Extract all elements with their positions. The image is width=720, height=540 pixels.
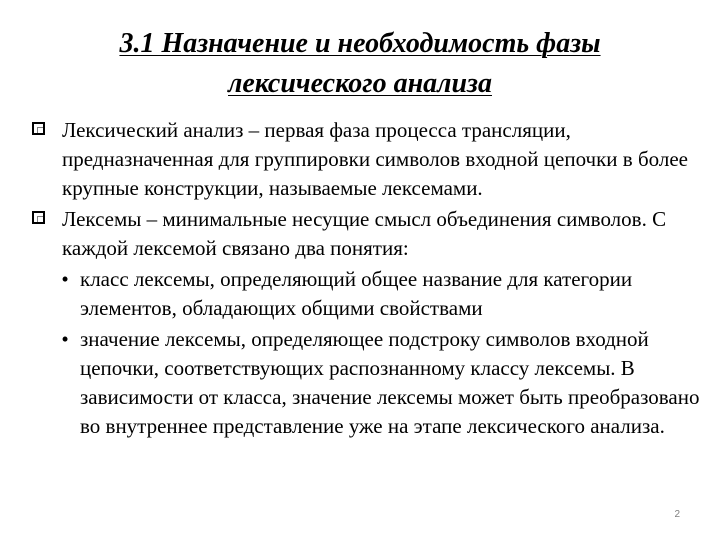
checkbox-icon xyxy=(32,122,45,135)
checkbox-icon xyxy=(32,211,45,224)
bullet-dot-icon: • xyxy=(61,267,69,291)
bullet-text: Лексический анализ – первая фаза процесса трансляции, предназначенная для группировки символов входной цепочки в более крупные конструкции, называемые лексемами. xyxy=(62,118,688,200)
sub-bullet-item-lexeme-class xyxy=(32,265,712,323)
slide-body xyxy=(32,116,712,441)
sub-bullet-list xyxy=(32,265,712,441)
page-number: 2 xyxy=(674,509,680,520)
slide-title-line-1: 3.1 Назначение и необходимость фазы xyxy=(119,28,601,59)
sub-bullet-text: класс лексемы, определяющий общее название для категории элементов, обладающих общими свойствами xyxy=(80,267,633,320)
sub-bullet-text: значение лексемы, определяющее подстроку символов входной цепочки, соответствующих распознанному классу лексемы. В зависимости от класса, значение лексемы может быть преобразовано во внутреннее представление уже на этапе лексического анализа. xyxy=(80,327,700,438)
sub-bullet-item-lexeme-value xyxy=(32,325,712,441)
slide-title xyxy=(40,24,680,104)
bullet-item-lexemes xyxy=(32,205,712,263)
slide-title-line-2: лексического анализа xyxy=(228,68,492,99)
bullet-text: Лексемы – минимальные несущие смысл объединения символов. С каждой лексемой связано два понятия: xyxy=(62,207,667,260)
bullet-dot-icon: • xyxy=(61,327,69,351)
bullet-item-lexical-analysis xyxy=(32,116,712,203)
